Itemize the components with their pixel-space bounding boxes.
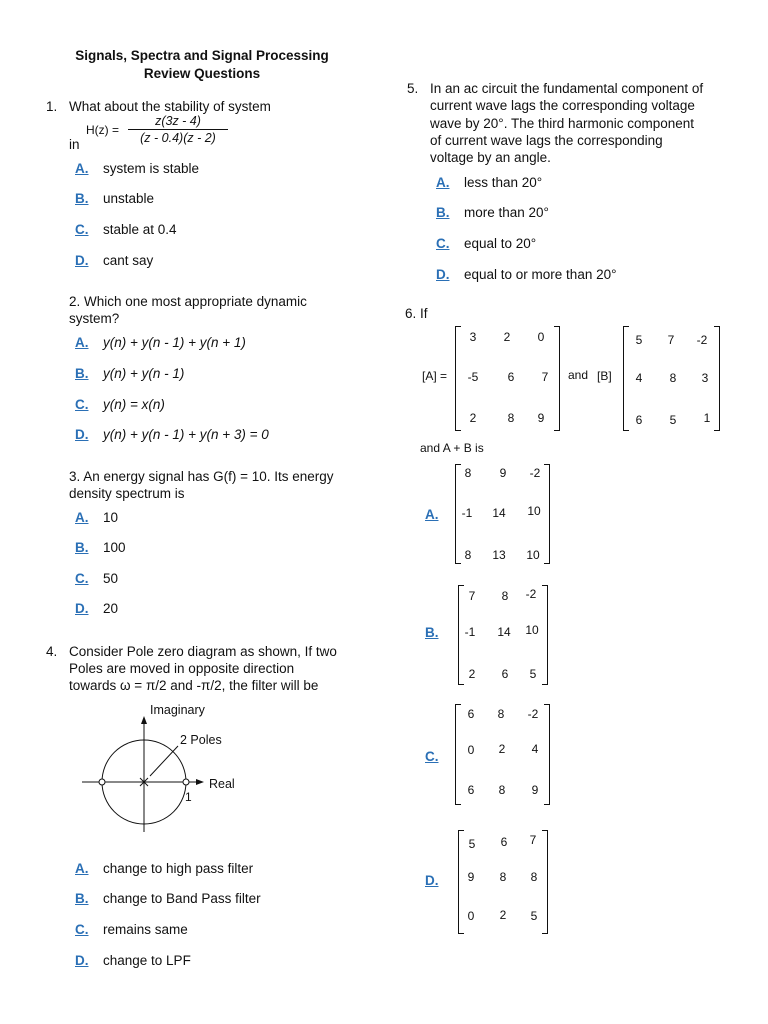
option-letter[interactable]: C. [425,749,439,764]
option-letter[interactable]: A. [425,507,439,522]
matrix-cell: 9 [467,870,475,884]
q3-option-b[interactable] [75,540,126,555]
option-letter[interactable]: A. [75,161,89,176]
q4-text-line2: Poles are moved in opposite direction [69,661,295,676]
q2-text-line1: 2. Which one most appropriate dynamic [69,294,307,309]
option-letter[interactable]: B. [75,891,89,906]
q4-option-b[interactable] [75,891,261,906]
option-text: y(n) + y(n - 1) + y(n + 1) [103,335,246,350]
option-text: less than 20° [464,175,543,190]
option-letter[interactable]: A. [436,175,450,190]
option-letter[interactable]: C. [75,222,89,237]
matrix-cell: -2 [527,707,539,721]
q3-option-a[interactable] [75,510,118,525]
option-text: equal to 20° [464,236,537,251]
q1-option-d[interactable] [75,253,153,268]
matrix-cell: 6 [467,707,475,721]
imaginary-axis-arrow [141,716,147,724]
option-letter[interactable]: D. [75,601,89,616]
matrix-cell: 10 [526,548,540,562]
matrix-cell: 5 [529,667,537,681]
q1-in-label: in [69,137,80,152]
matrix-cell: -2 [696,333,708,347]
q5-option-a[interactable] [436,175,542,190]
option-text: y(n) = x(n) [103,397,165,412]
matrix-cell: 4 [635,371,643,385]
q1-option-c[interactable] [75,222,177,237]
matrix-cell: 14 [497,625,511,639]
option-letter[interactable]: B. [75,540,89,555]
option-text: y(n) + y(n - 1) [103,366,185,381]
q1-number: 1. [46,99,58,114]
q6-a-label: [A] = [422,369,448,383]
matrix-cell: 4 [531,742,539,756]
option-text: change to LPF [103,953,191,968]
q5-option-d[interactable] [436,267,617,282]
matrix-cell: -2 [529,466,541,480]
q2-option-c[interactable] [75,397,165,412]
q4-number: 4. [46,644,58,659]
q3-option-d[interactable] [75,601,118,616]
option-letter[interactable]: C. [75,571,89,586]
matrix-cell: 5 [468,837,476,851]
matrix-cell: 8 [464,548,472,562]
option-text: remains same [103,922,188,937]
matrix-cell: 2 [469,411,477,425]
option-letter[interactable]: B. [75,366,89,381]
q1-text: What about the stability of system [69,99,271,114]
q2-option-a[interactable] [75,335,246,350]
q4-option-d[interactable] [75,953,191,968]
option-letter[interactable]: A. [75,335,89,350]
matrix-cell: 9 [537,411,545,425]
q5-text-line2: current wave lags the corresponding voltage [430,98,695,113]
matrix-cell: 9 [531,783,539,797]
option-a-matrix [455,464,550,564]
q6-b-label: [B] [597,369,612,383]
matrix-cell: 6 [500,835,508,849]
q1-hz-label: H(z) = [86,123,119,137]
q4-text-line3: towards ω = π/2 and -π/2, the filter will be [69,678,319,693]
matrix-cell: 8 [498,783,506,797]
option-d-matrix [458,830,548,934]
matrix-cell: 0 [467,743,475,757]
option-letter[interactable]: D. [425,873,439,888]
q4-option-c[interactable] [75,922,188,937]
matrix-cell: 5 [530,909,538,923]
matrix-cell: 6 [635,413,643,427]
option-letter[interactable]: C. [436,236,450,251]
q6-text: 6. If [405,306,428,321]
matrix-cell: 7 [667,333,675,347]
q5-text-line1: In an ac circuit the fundamental component of [430,81,704,96]
option-text: stable at 0.4 [103,222,177,237]
option-letter[interactable]: B. [75,191,89,206]
matrix-cell: -2 [525,587,537,601]
q1-option-a[interactable] [75,161,199,176]
doc-title-line1: Signals, Spectra and Signal Processing [75,48,329,63]
matrix-cell: 2 [503,330,511,344]
option-text: 20 [103,601,119,616]
matrix-cell: 6 [467,783,475,797]
matrix-cell: 0 [467,909,475,923]
option-letter[interactable]: B. [425,625,439,640]
q3-text-line2: density spectrum is [69,486,185,501]
option-letter[interactable]: A. [75,510,89,525]
q4-text-line1: Consider Pole zero diagram as shown, If two [69,644,337,659]
doc-title-line2: Review Questions [143,66,261,81]
option-text: 100 [103,540,126,555]
matrix-cell: 8 [464,466,472,480]
matrix-cell: 8 [501,589,509,603]
option-letter[interactable]: C. [75,397,89,412]
matrix-cell: 8 [497,707,505,721]
pole-zero-diagram [70,702,260,842]
option-text: cant say [103,253,154,268]
q5-number: 5. [407,81,419,96]
option-letter[interactable]: B. [436,205,450,220]
q4-option-a[interactable] [75,861,253,876]
matrix-b [623,326,720,431]
q5-text-line3: wave by 20°. The third harmonic component [430,116,695,131]
poles-leader-line [150,746,178,776]
matrix-cell: 2 [498,742,506,756]
q3-text-line1: 3. An energy signal has G(f) = 10. Its energy [69,469,334,484]
option-letter[interactable]: D. [436,267,450,282]
matrix-cell: 9 [499,466,507,480]
q2-option-d[interactable] [75,427,269,442]
matrix-cell: 7 [529,833,537,847]
matrix-cell: 5 [635,333,643,347]
option-text: unstable [103,191,155,206]
matrix-cell: 7 [541,370,549,384]
matrix-cell: 7 [468,589,476,603]
real-axis-arrow [196,779,204,785]
option-text: change to high pass filter [103,861,254,876]
matrix-cell: -1 [464,625,476,639]
matrix-cell: 6 [501,667,509,681]
matrix-cell: 8 [507,411,515,425]
option-text: system is stable [103,161,200,176]
matrix-cell: 2 [468,667,476,681]
matrix-a [455,326,560,431]
q5-option-c[interactable] [436,236,536,251]
unit-label: 1 [185,790,192,804]
matrix-cell: -5 [467,370,479,384]
option-c-matrix [455,704,550,805]
q1-numerator: z(3z - 4) [128,114,228,130]
q3-option-c[interactable] [75,571,118,586]
q5-text-line5: voltage by an angle. [430,150,551,165]
matrix-cell: 8 [499,870,507,884]
real-label: Real [209,777,235,791]
option-text: y(n) + y(n - 1) + y(n + 3) = 0 [103,427,269,442]
matrix-cell: 5 [669,413,677,427]
zero-marker-right [183,779,189,785]
option-text: equal to or more than 20° [464,267,617,282]
matrix-cell: 1 [703,411,711,425]
option-letter[interactable]: D. [75,953,89,968]
matrix-cell: 8 [530,870,538,884]
option-text: 50 [103,571,119,586]
matrix-cell: -1 [461,506,473,520]
poles-label: 2 Poles [180,733,222,747]
option-letter[interactable]: A. [75,861,89,876]
option-b-matrix [458,585,548,685]
matrix-cell: 6 [507,370,515,384]
q6-and-label: and [568,368,589,382]
option-letter[interactable]: C. [75,922,89,937]
q5-option-b[interactable] [436,205,549,220]
option-text: 10 [103,510,119,525]
q1-fraction [128,114,228,145]
matrix-cell: 10 [525,623,539,637]
matrix-cell: 2 [499,908,507,922]
option-text: more than 20° [464,205,549,220]
option-letter[interactable]: D. [75,427,89,442]
option-letter[interactable]: D. [75,253,89,268]
zero-marker-left [99,779,105,785]
q1-denominator: (z - 0.4)(z - 2) [140,131,216,145]
matrix-cell: 3 [469,330,477,344]
matrix-cell: 14 [492,506,506,520]
q5-text-line4: of current wave lags the corresponding [430,133,663,148]
matrix-cell: 13 [492,548,506,562]
imaginary-label: Imaginary [150,703,205,717]
matrix-cell: 0 [537,330,545,344]
q2-text-line2: system? [69,311,120,326]
q1-option-b[interactable] [75,191,154,206]
matrix-cell: 8 [669,371,677,385]
q2-option-b[interactable] [75,366,184,381]
matrix-cell: 10 [527,504,541,518]
q6-sum-label: and A + B is [420,441,484,455]
option-text: change to Band Pass filter [103,891,261,906]
matrix-cell: 3 [701,371,709,385]
